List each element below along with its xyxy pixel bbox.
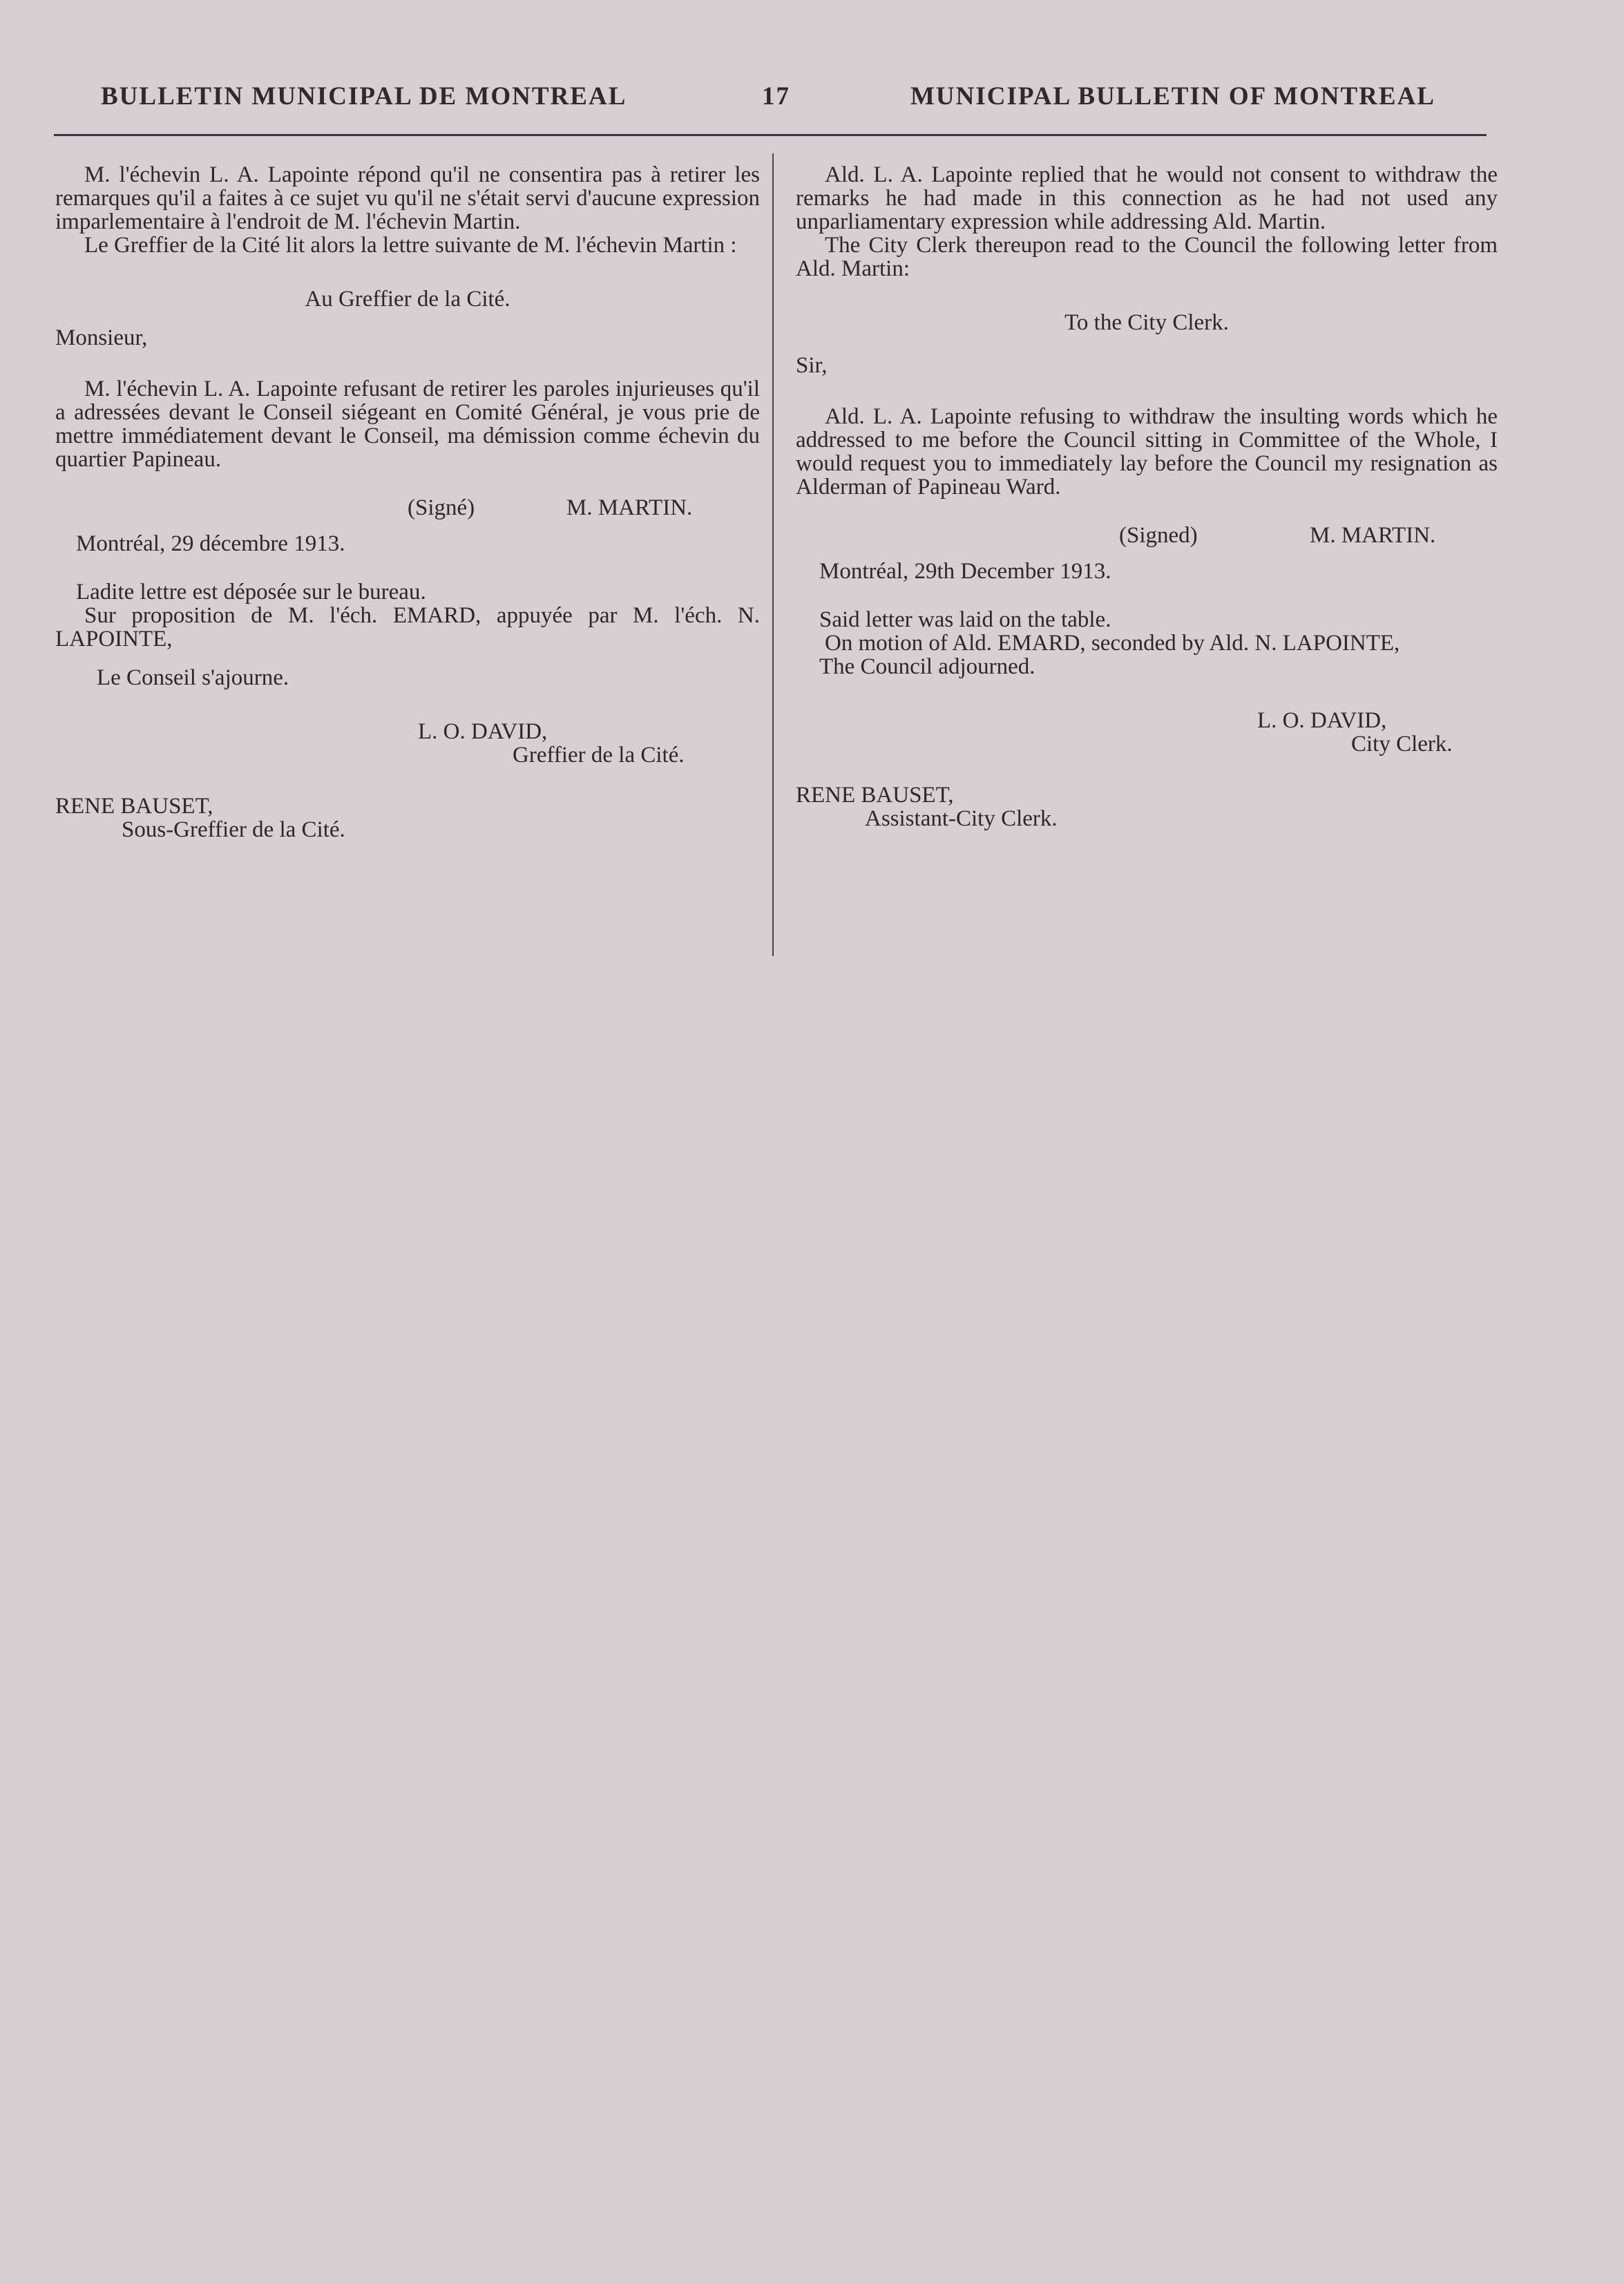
english-assistant-title: Assistant-City Clerk. (865, 806, 1058, 831)
english-letter-address: To the City Clerk. (1064, 310, 1229, 335)
column-divider (772, 153, 774, 956)
english-clerk-name: L. O. DAVID, (1257, 708, 1387, 733)
page-number: 17 (762, 82, 790, 111)
english-para-reply: Ald. L. A. Lapointe replied that he would not consent to withdraw the remarks he had made in this connection as he had not used any unparliamentary expression while addressing Ald. Martin. (796, 162, 1498, 234)
header-french-title: BULLETIN MUNICIPAL DE MONTREAL (101, 82, 627, 111)
french-clerk-title-row (55, 743, 760, 767)
english-letter-signature (796, 524, 1498, 547)
french-letter-date: Montréal, 29 décembre 1913. (76, 531, 345, 556)
french-assistant-name: RENE BAUSET, (55, 794, 213, 819)
page-header (0, 82, 1624, 120)
french-letter-body: M. l'échevin L. A. Lapointe refusant de retirer les paroles injurieuses qu'il a adressées devant le Conseil siégeant en Comité Général, je vous prie de mettre immédiatement devant le Conseil, ma démission comme échevin du quartier Papineau. (55, 377, 760, 472)
header-english-title: MUNICIPAL BULLETIN OF MONTREAL (910, 82, 1435, 111)
french-signer: M. MARTIN. (566, 495, 693, 520)
english-para-letter-intro: The City Clerk thereupon read to the Council the following letter from Ald. Martin: (796, 233, 1498, 281)
french-assistant-title: Sous-Greffier de la Cité. (122, 817, 345, 842)
english-clerk-title: City Clerk. (1351, 732, 1453, 756)
french-clerk-signature (55, 720, 760, 743)
english-column (796, 163, 1498, 830)
french-para-reply: M. l'échevin L. A. Lapointe répond qu'il ne consentira pas à retirer les remarques qu'il a faites à ce sujet vu qu'il ne s'était servi d'aucune expression imparlementaire à l'endroit de M. l'échevin Martin. (55, 162, 760, 234)
french-motion: Sur proposition de M. l'éch. EMARD, appuyée par M. l'éch. N. LAPOINTE, (55, 603, 760, 651)
french-signed-label: (Signé) (408, 495, 475, 520)
english-clerk-signature (796, 709, 1498, 732)
french-letter-salutation: Monsieur, (55, 325, 148, 350)
french-adjourn: Le Conseil s'ajourne. (97, 665, 289, 690)
french-para-letter-intro: Le Greffier de la Cité lit alors la lettre suivante de M. l'échevin Martin : (84, 233, 737, 258)
english-adjourn: The Council adjourned. (819, 654, 1035, 679)
french-clerk-title: Greffier de la Cité. (513, 743, 685, 768)
english-letter-body: Ald. L. A. Lapointe refusing to withdraw the insulting words which he addressed to me before the Council sitting in Committee of the Whole, I would request you to immediately lay before the Council my resignation as Alderman of Papineau Ward. (796, 404, 1498, 499)
header-rule (54, 134, 1487, 136)
english-tabled: Said letter was laid on the table. (819, 607, 1111, 632)
english-signer: M. MARTIN. (1310, 523, 1436, 548)
english-letter-salutation: Sir, (796, 353, 828, 378)
english-clerk-title-row (796, 732, 1498, 756)
french-column (55, 163, 760, 841)
french-letter-address: Au Greffier de la Cité. (305, 287, 510, 312)
english-assistant-name: RENE BAUSET, (796, 783, 954, 808)
english-motion: On motion of Ald. EMARD, seconded by Ald. N. LAPOINTE, (825, 631, 1400, 656)
french-letter-signature (55, 496, 760, 520)
french-clerk-name: L. O. DAVID, (418, 719, 548, 744)
french-tabled: Ladite lettre est déposée sur le bureau. (76, 580, 426, 605)
english-signed-label: (Signed) (1119, 523, 1198, 548)
english-letter-date: Montréal, 29th December 1913. (819, 559, 1111, 584)
